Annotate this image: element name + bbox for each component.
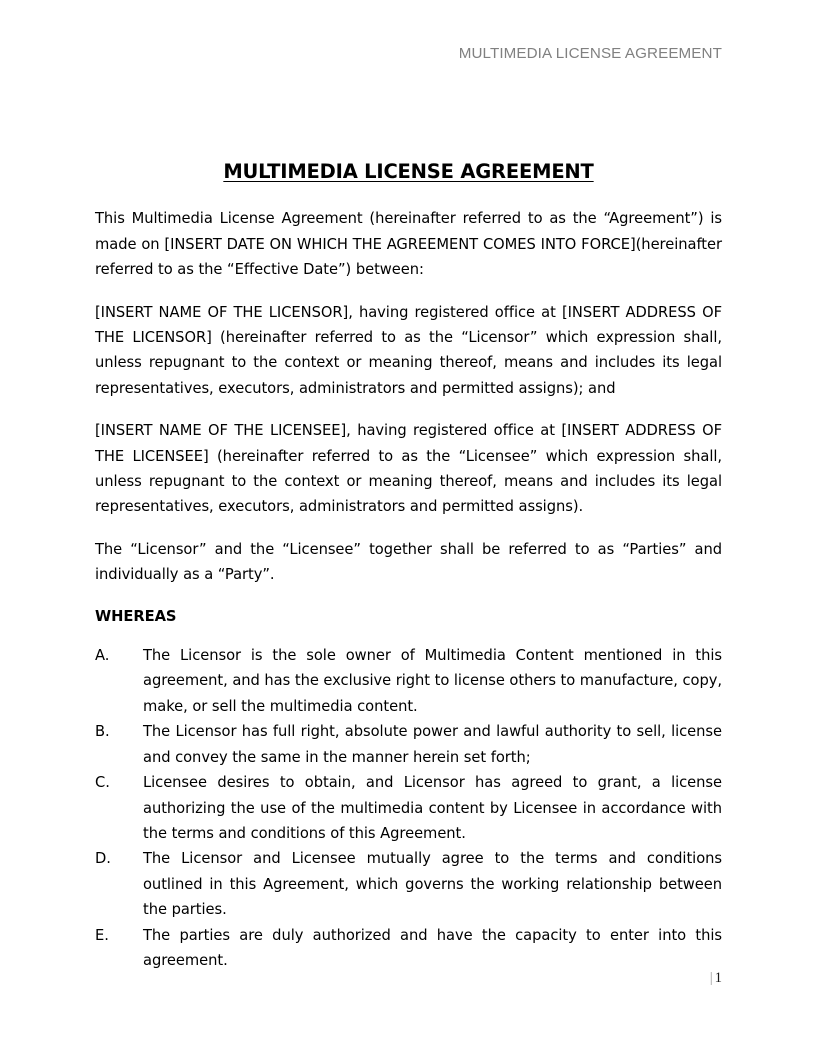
list-item [95, 719, 722, 770]
list-item-text: Licensee desires to obtain, and Licensor has agreed to grant, a license authorizing the use of the multimedia content by Licensee in accordance with the terms and conditions of this Agreement. [143, 774, 722, 842]
list-item [95, 846, 722, 922]
list-item-text: The Licensor has full right, absolute power and lawful authority to sell, license and convey the same in the manner herein set forth; [143, 723, 722, 766]
running-header: MULTIMEDIA LICENSE AGREEMENT [458, 45, 722, 62]
list-item [95, 643, 722, 719]
list-item-marker: E. [95, 926, 109, 944]
list-item-marker: A. [95, 647, 110, 665]
paragraph-licensee-details: [INSERT NAME OF THE LICENSEE], having registered office at [INSERT ADDRESS OF THE LICENSEE] (hereinafter referred to as the “Licensee” which expression shall, unless repugnant to the context or meaning thereof, means and includes its legal representatives, executors, administrators and permitted assigns). [95, 422, 722, 516]
list-item-marker: D. [95, 850, 111, 868]
list-item [95, 770, 722, 846]
paragraph-agreement-intro: This Multimedia License Agreement (hereinafter referred to as the “Agreement”) is made on [INSERT DATE ON WHICH THE AGREEMENT COMES INTO FORCE](hereinafter referred to as the “Effective Date”) between: [95, 210, 722, 279]
list-item-text: The parties are duly authorized and have the capacity to enter into this agreement. [143, 926, 722, 969]
paragraph-licensor-details: [INSERT NAME OF THE LICENSOR], having registered office at [INSERT ADDRESS OF THE LICENSOR] (hereinafter referred to as the “Licensor” which expression shall, unless repugnant to the context or meaning thereof, means and includes its legal representatives, executors, administrators and permitted assigns); and [95, 303, 722, 397]
page-number: 1 [714, 970, 722, 986]
footer-separator: | [709, 970, 713, 986]
page-footer [95, 970, 722, 988]
whereas-heading: WHEREAS [95, 607, 177, 625]
page-title: MULTIMEDIA LICENSE AGREEMENT [223, 160, 594, 183]
paragraph-parties-definition: The “Licensor” and the “Licensee” together shall be referred to as “Parties” and individually as a “Party”. [95, 540, 722, 584]
document-body [95, 160, 722, 973]
recitals-list [95, 643, 722, 973]
list-item-marker: C. [95, 774, 110, 792]
list-item [95, 923, 722, 974]
list-item-marker: B. [95, 723, 110, 741]
list-item-text: The Licensor and Licensee mutually agree to the terms and conditions outlined in this Agreement, which governs the working relationship between the parties. [143, 850, 722, 919]
list-item-text: The Licensor is the sole owner of Multimedia Content mentioned in this agreement, and has the exclusive right to license others to manufacture, copy, make, or sell the multimedia content. [143, 647, 722, 715]
